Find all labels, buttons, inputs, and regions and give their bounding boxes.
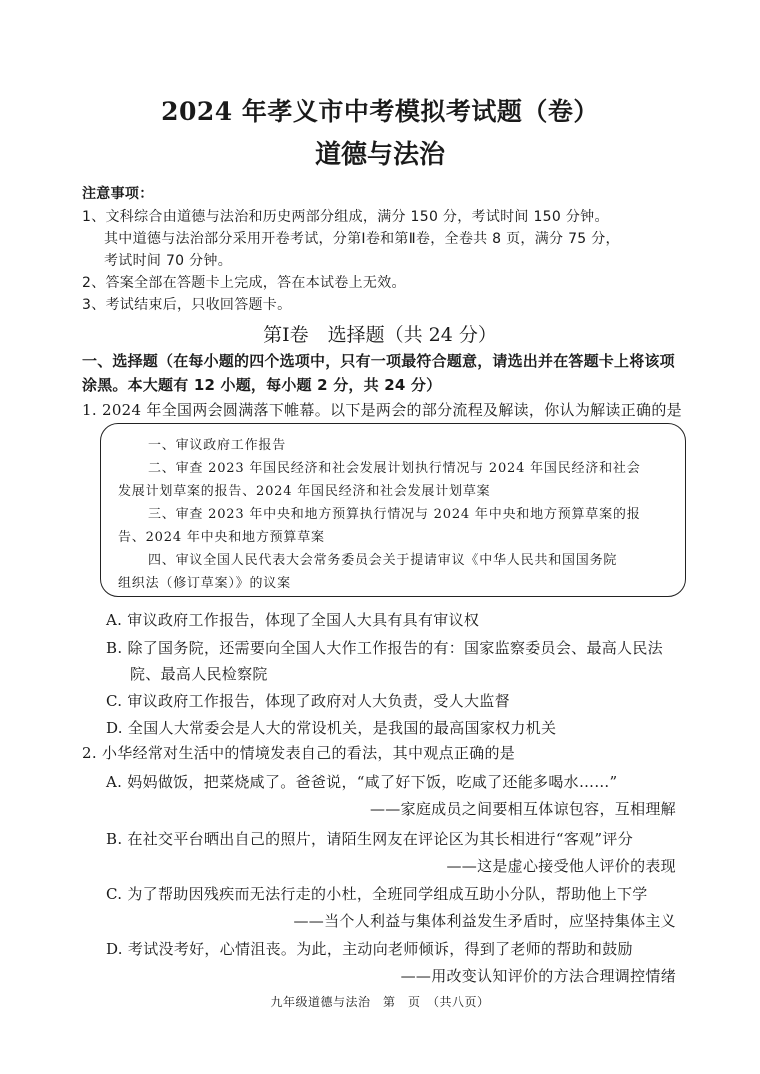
box-line: 四、审议全国人民代表大会常务委员会关于提请审议《中华人民共和国国务院: [148, 553, 618, 568]
box-line: 告、2024 年中央和地方预算草案: [118, 530, 325, 545]
notice-line: 考试时间 70 分钟。: [104, 253, 233, 269]
q2-option-a: A. 妈妈做饭，把菜烧咸了。爸爸说，“咸了好下饭，吃咸了还能多喝水……”: [106, 773, 618, 791]
subject-title: 道德与法治: [314, 140, 445, 170]
section-instruction: 一、选择题（在每小题的四个选项中，只有一项最符合题意，请选出并在答题卡上将该项: [82, 352, 675, 370]
section-title: 第Ⅰ卷 选择题（共 24 分）: [263, 324, 497, 346]
q1-option-b-cont: 院、最高人民检察院: [130, 665, 268, 683]
q2-option-a-note: ——家庭成员之间要相互体谅包容，互相理解: [369, 800, 676, 818]
q2-option-d: D. 考试没考好，心情沮丧。为此，主动向老师倾诉，得到了老师的帮助和鼓励: [106, 940, 633, 958]
notice-line: 1、文科综合由道德与法治和历史两部分组成，满分 150 分，考试时间 150 分钟。: [82, 209, 609, 225]
q1-option-b: B. 除了国务院，还需要向全国人大作工作报告的有：国家监察委员会、最高人民法: [106, 639, 663, 657]
page-footer: 九年级道德与法治 第 页 （共八页）: [270, 995, 490, 1009]
q2-option-d-note: ——用改变认知评价的方法合理调控情绪: [400, 967, 676, 985]
notice-heading: 注意事项：: [82, 186, 154, 202]
exam-title: 2024 年孝义市中考模拟考试题（卷）: [161, 97, 599, 126]
notice-line: 2、答案全部在答题卡上完成，答在本试卷上无效。: [82, 275, 406, 291]
box-line: 三、审查 2023 年中央和地方预算执行情况与 2024 年中央和地方预算草案的报: [148, 507, 641, 522]
q1-option-d: D. 全国人大常委会是人大的常设机关，是我国的最高国家权力机关: [106, 719, 557, 737]
section-instruction: 涂黑。本大题有 12 小题，每小题 2 分，共 24 分）: [82, 376, 442, 394]
box-line: 组织法（修订草案）》的议案: [118, 576, 291, 591]
box-line: 一、审议政府工作报告: [148, 438, 287, 453]
q2-option-b: B. 在社交平台晒出自己的照片，请陌生网友在评论区为其长相进行“客观”评分: [106, 830, 633, 848]
notice-line: 其中道德与法治部分采用开卷考试，分第Ⅰ卷和第Ⅱ卷，全卷共 8 页，满分 75 分，: [104, 231, 620, 247]
q2-option-b-note: ——这是虚心接受他人评价的表现: [446, 857, 676, 875]
question-1-stem: 1. 2024 年全国两会圆满落下帷幕。以下是两会的部分流程及解读，你认为解读正确的是: [82, 401, 682, 419]
q2-option-c: C. 为了帮助因残疾而无法行走的小杜，全班同学组成互助小分队，帮助他上下学: [106, 885, 648, 903]
q1-option-a: A. 审议政府工作报告，体现了全国人大具有具有审议权: [106, 611, 480, 629]
question-2-stem: 2. 小华经常对生活中的情境发表自己的看法，其中观点正确的是: [82, 744, 516, 762]
q2-option-c-note: ——当个人利益与集体利益发生矛盾时，应坚持集体主义: [293, 912, 676, 930]
notice-line: 3、考试结束后，只收回答题卡。: [82, 297, 292, 313]
box-line: 二、审查 2023 年国民经济和社会发展计划执行情况与 2024 年国民经济和社会: [148, 461, 641, 476]
box-line: 发展计划草案的报告、2024 年国民经济和社会发展计划草案: [118, 484, 491, 499]
q1-option-c: C. 审议政府工作报告，体现了政府对人大负责，受人大监督: [106, 692, 510, 710]
